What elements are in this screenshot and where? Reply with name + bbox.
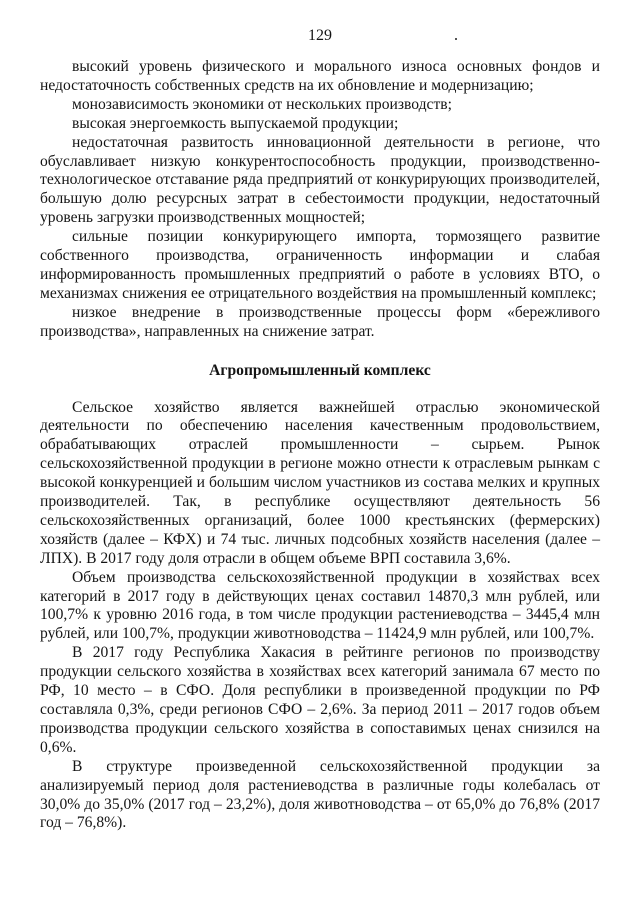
problem-item-6: низкое внедрение в производственные процессы форм «бережливого производства», направленных на снижение затрат.	[40, 303, 600, 340]
problem-item-3: высокая энергоемкость выпускаемой продукции;	[72, 114, 399, 132]
scan-speck	[455, 38, 457, 40]
paragraph-agriculture-overview: Сельское хозяйство является важнейшей отраслью экономической деятельности по обеспечению населения качественным продовольствием, обрабатывающих отраслей промышленности – сырьем. Рынок сельскохозяйственной продукции в регионе можно отнести к отраслевым рынкам с высокой конкуренцией и большим числом участников из состава мелких и крупных производителей. Так, в республике осуществляют деятельность 56 сельскохозяйственных организаций, более 1000 крестьянских (фермерских) хозяйств (далее – КФХ) и 74 тыс. личных подсобных хозяйств населения (далее – ЛПХ). В 2017 году доля отрасли в общем объеме ВРП составила 3,6%.	[40, 398, 600, 567]
section-heading: Агропромышленный комплекс	[209, 361, 431, 379]
paragraph-production-volume: Объем производства сельскохозяйственной продукции в хозяйствах всех категорий в 2017 году в действующих ценах составил 14870,3 млн рублей, или 100,7% к уровню 2016 года, в том числе продукции растениеводства – 3445,4 млн рублей, или 100,7%, продукции животноводства – 11424,9 млн рублей, или 100,7%.	[40, 568, 600, 643]
problem-item-4: недостаточная развитость инновационной деятельности в регионе, что обуславливает низкую конкурентоспособность продукции, производственно-технологическое отставание ряда предприятий от конкурирующих производителей, большую долю ресурсных затрат в себестоимости продукции, недостаточный уровень загрузки производственных мощностей;	[40, 133, 600, 227]
paragraph-region-rating: В 2017 году Республика Хакасия в рейтинге регионов по производству продукции сельского хозяйства в хозяйствах всех категорий занимала 67 место по РФ, 10 место – в СФО. Доля республики в произведенной продукции по РФ составляла 0,3%, среди регионов СФО – 2,6%. За период 2011 – 2017 годов объем производства продукции сельского хозяйства в сопоставимых ценах снизился на 0,6%.	[40, 644, 600, 756]
problem-item-5: сильные позиции конкурирующего импорта, тормозящего развитие собственного производства, ограниченность информации и слабая информированность промышленных предприятий о работе в условиях ВТО, о механизмах снижения ее отрицательного воздействия на промышленный комплекс;	[40, 228, 600, 302]
page-content	[40, 58, 600, 833]
page-number: 129	[308, 27, 332, 44]
problem-item-2: монозависимость экономики от нескольких производств;	[72, 95, 452, 113]
problem-item-1: высокий уровень физического и морального износа основных фондов и недостаточность собственных средств на их обновление и модернизацию;	[40, 58, 600, 94]
paragraph-production-structure: В структуре произведенной сельскохозяйственной продукции за анализируемый период доля растениеводства в различные годы колебалась от 30,0% до 35,0% (2017 год – 23,2%), доля животноводства – от 65,0% до 76,8% (2017 год – 76,8%).	[40, 757, 600, 832]
